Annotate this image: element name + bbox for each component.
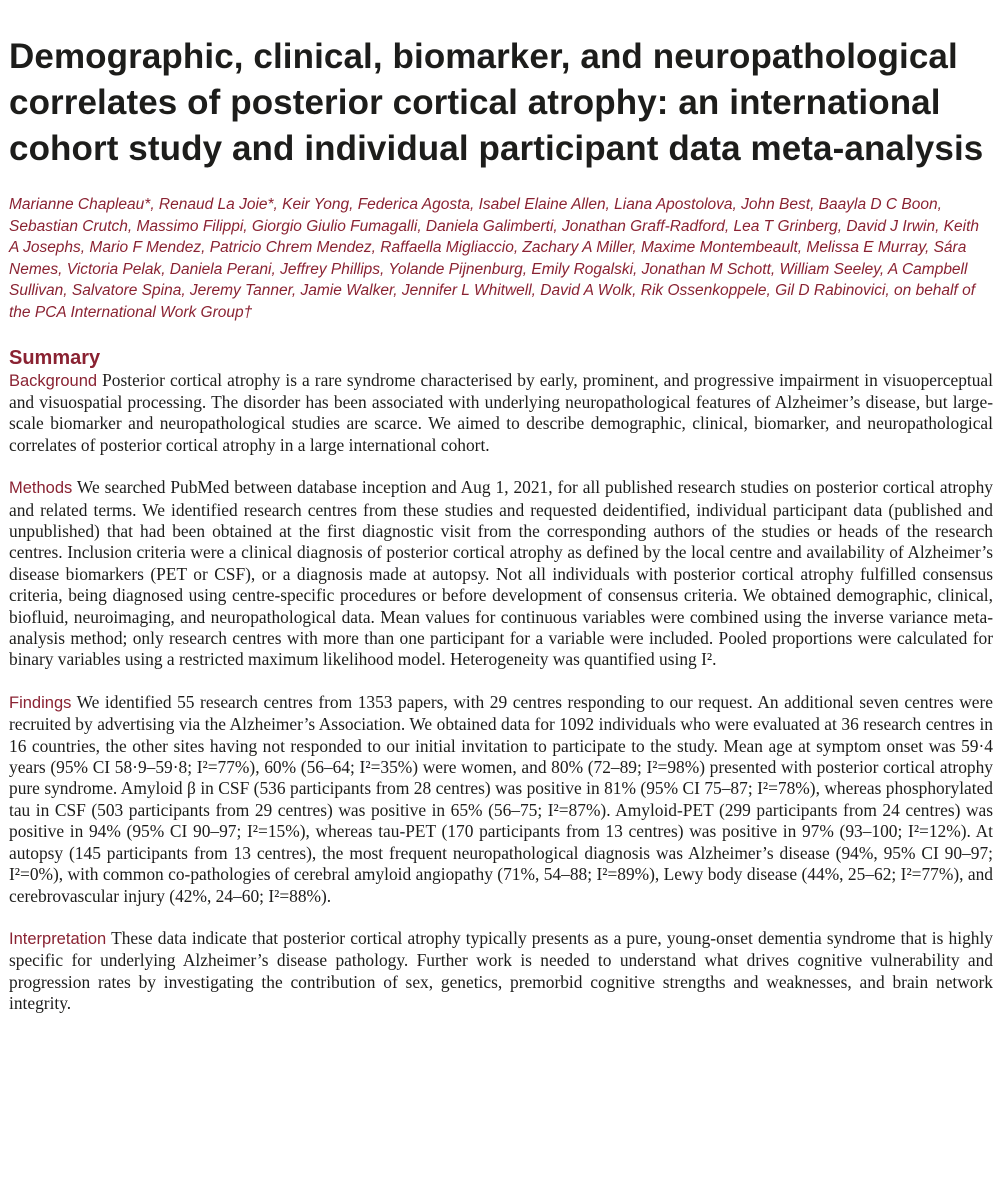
findings-section <box>9 692 993 907</box>
background-text: Posterior cortical atrophy is a rare syndrome characterised by early, prominent, and progressive impairment in visuoperceptual and visuospatial processing. The disorder has been associated with underlying neuropathological features of Alzheimer’s disease, but large-scale biomarker and neuropathological studies are scarce. We aimed to describe demographic, clinical, biomarker, and neuropathological correlates of posterior cortical atrophy in a large international cohort. <box>9 369 993 455</box>
findings-label: Findings <box>9 693 72 712</box>
article-title: Demographic, clinical, biomarker, and neuropathological correlates of posterior cortical atrophy: an international cohort study and individual participant data meta-analysis <box>9 37 984 168</box>
background-label: Background <box>9 371 98 390</box>
findings-text: We identified 55 research centres from 1353 papers, with 29 centres responding to our request. An additional seven centres were recruited by advertising via the Alzheimer’s Association. We obtained data for 1092 individuals who were evaluated at 36 research centres in 16 countries, the other sites having not responded to our initial invitation to participate to the study. Mean age at symptom onset was 59·4 years (95% CI 58·9–59·8; I²=77%), 60% (56–64; I²=35%) were women, and 80% (72–89; I²=98%) presented with posterior cortical atrophy pure syndrome. Amyloid β in CSF (536 participants from 28 centres) was positive in 81% (95% CI 75–87; I²=78%), whereas phosphorylated tau in CSF (503 participants from 29 centres) was positive in 65% (56–75; I²=87%). Amyloid-PET (299 participants from 24 centres) was positive in 94% (95% CI 90–97; I²=15%), whereas tau-PET (170 participants from 13 centres) was positive in 97% (93–100; I²=12%). At autopsy (145 participants from 13 centres), the most frequent neuropathological diagnosis was Alzheimer’s disease (94%, 95% CI 90–97; I²=0%), with common co-pathologies of cerebral amyloid angiopathy (71%, 54–88; I²=89%), Lewy body disease (44%, 25–62; I²=77%), and cerebrovascular injury (42%, 24–60; I²=88%). <box>9 691 993 906</box>
summary-heading: Summary <box>9 346 101 369</box>
methods-text: We searched PubMed between database inception and Aug 1, 2021, for all published research studies on posterior cortical atrophy and related terms. We identified research centres from these studies and requested deidentified, individual participant data (published and unpublished) that had been obtained at the first diagnostic visit from the corresponding authors of the studies or heads of the research centres. Inclusion criteria were a clinical diagnosis of posterior cortical atrophy as defined by the local centre and availability of Alzheimer’s disease biomarkers (PET or CSF), or a diagnosis made at autopsy. Not all individuals with posterior cortical atrophy fulfilled consensus criteria, being diagnosed using centre-specific procedures or before development of consensus criteria. We obtained demographic, clinical, biofluid, neuroimaging, and neuropathological data. Mean values for continuous variables were combined using the inverse variance meta-analysis method; only research centres with more than one participant for a variable were included. Pooled proportions were calculated for binary variables using a restricted maximum likelihood model. Heterogeneity was quantified using I². <box>9 477 993 670</box>
interpretation-label: Interpretation <box>9 929 107 948</box>
background-section <box>9 370 993 457</box>
interpretation-section <box>9 928 993 1015</box>
interpretation-text: These data indicate that posterior cortical atrophy typically presents as a pure, young-onset dementia syndrome that is highly specific for underlying Alzheimer’s disease pathology. Further work is needed to understand what drives cognitive vulnerability and progression rates by investigating the contribution of sex, genetics, premorbid cognitive strengths and weaknesses, and brain network integrity. <box>9 927 993 1014</box>
methods-label: Methods <box>9 479 73 498</box>
author-list: Marianne Chapleau*, Renaud La Joie*, Keir Yong, Federica Agosta, Isabel Elaine Allen, Liana Apostolova, John Best, Baayla D C Boon, Sebastian Crutch, Massimo Filippi, Giorgio Giulio Fumagalli, Daniela Galimberti, Jonathan Graff-Radford, Lea T Grinberg, David J Irwin, Keith A Josephs, Mario F Mendez, Patricio Chrem Mendez, Raffaella Migliaccio, Zachary A Miller, Maxime Montembeault, Melissa E Murray, Sára Nemes, Victoria Pelak, Daniela Perani, Jeffrey Phillips, Yolande Pijnenburg, Emily Rogalski, Jonathan M Schott, William Seeley, A Campbell Sullivan, Salvatore Spina, Jeremy Tanner, Jamie Walker, Jennifer L Whitwell, David A Wolk, Rik Ossenkoppele, Gil D Rabinovici, on behalf of the PCA International Work Group† <box>9 196 980 321</box>
methods-section <box>9 477 993 671</box>
